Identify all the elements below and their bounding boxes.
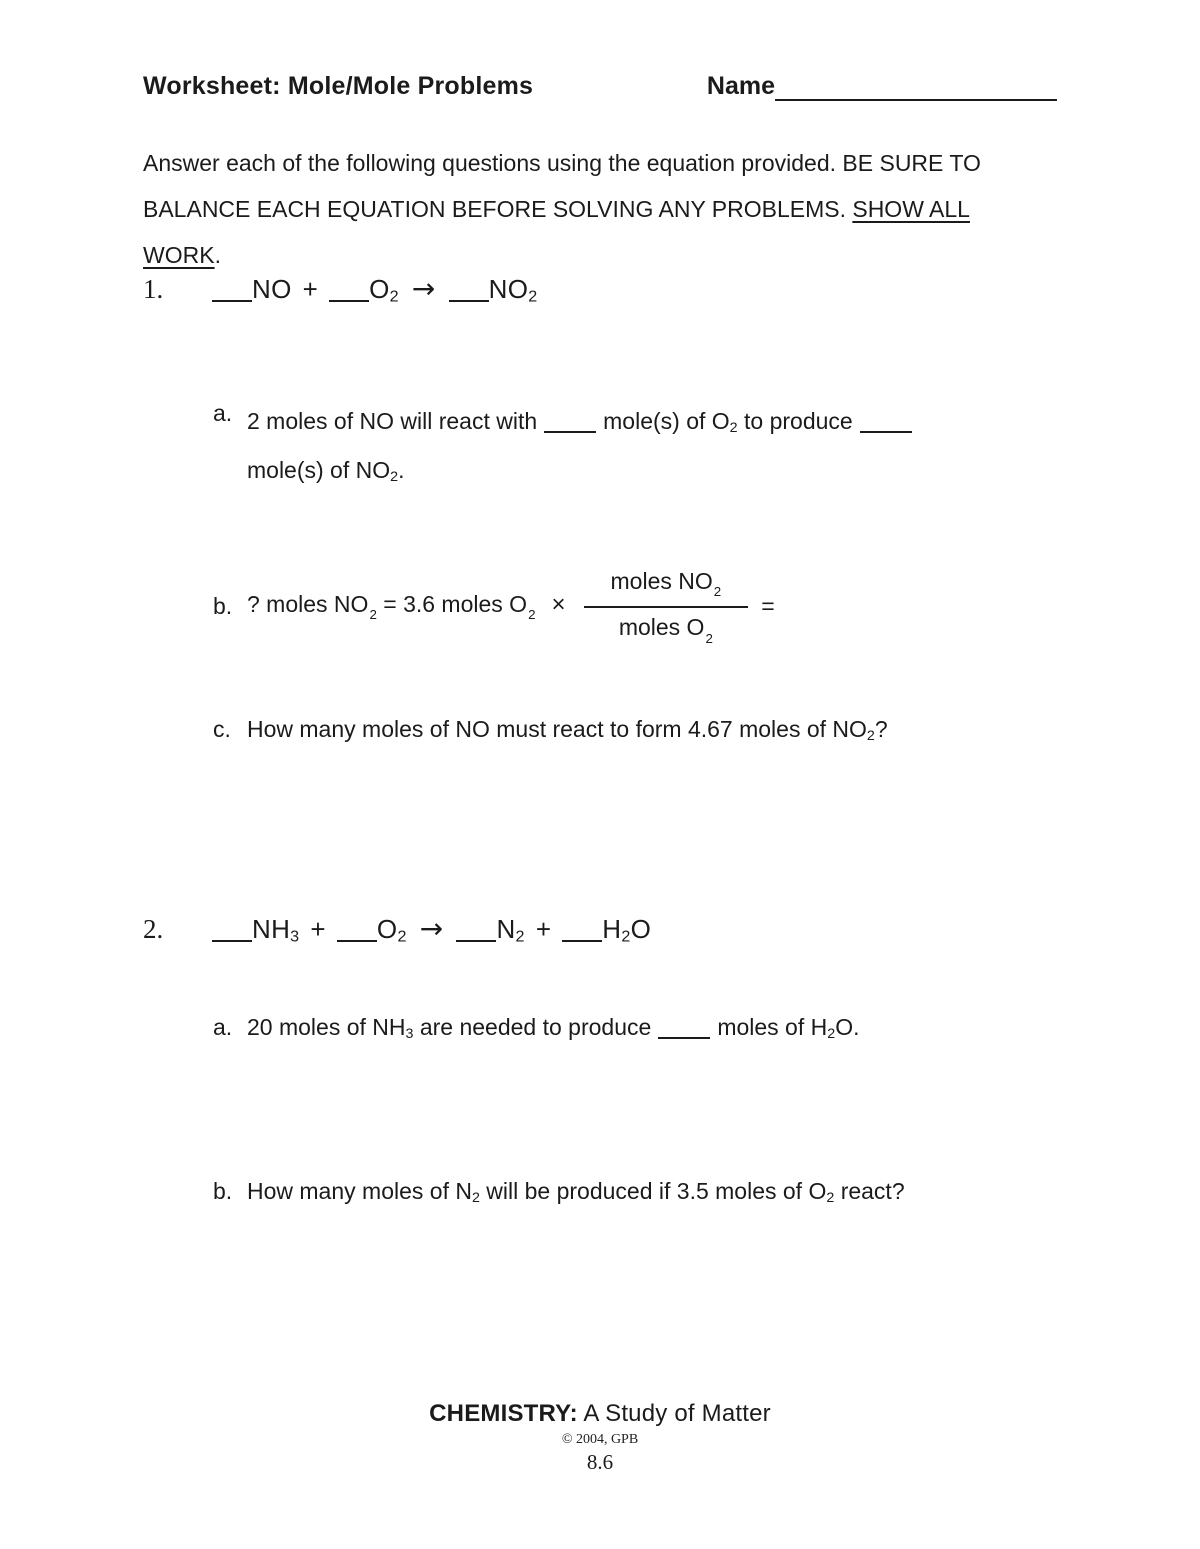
subscript: 2 — [826, 1190, 835, 1207]
subscript: 2 — [515, 927, 525, 946]
coefficient-blank — [337, 920, 377, 942]
formula-h2o: H — [602, 914, 622, 944]
reaction-arrow-icon: → — [419, 912, 444, 945]
item-label-a: a. — [213, 400, 233, 426]
text-segment: How many moles of N — [247, 1178, 472, 1204]
subscript: 2 — [369, 607, 377, 623]
equals-sign: = — [761, 593, 775, 620]
question-1a-text — [247, 400, 919, 498]
subscript: 3 — [405, 1026, 414, 1043]
item-label-b: b. — [213, 593, 233, 620]
formula-no: NO — [252, 274, 292, 304]
footer — [0, 1400, 1200, 1475]
instructions-underline-work: WORK — [143, 242, 215, 268]
answer-blank — [544, 413, 596, 433]
text-segment: 20 moles of NH — [247, 1014, 406, 1040]
question-1b — [213, 568, 775, 646]
item-label-a: a. — [213, 1014, 233, 1040]
subscript: 2 — [621, 927, 631, 946]
coefficient-blank — [329, 280, 369, 302]
item-label-b: b. — [213, 1178, 233, 1204]
series-title — [0, 1400, 1200, 1428]
formula-h2o-oxygen: O — [630, 914, 652, 944]
formula-nh3: NH — [252, 914, 291, 944]
answer-blank — [658, 1019, 710, 1039]
text-segment: to produce — [744, 408, 853, 434]
equation-1 — [212, 272, 538, 307]
question-2a — [213, 1014, 859, 1042]
name-field — [707, 72, 1057, 101]
question-1b-expression — [247, 591, 566, 622]
copyright-line: © 2004, GPB — [561, 1432, 639, 1447]
subscript: 2 — [528, 287, 538, 306]
instructions-line2: BALANCE EACH EQUATION BEFORE SOLVING ANY PROBLEMS. — [143, 196, 846, 222]
question-2b — [213, 1178, 905, 1206]
text-segment: are needed to produce — [419, 1014, 652, 1040]
subscript: 2 — [705, 630, 713, 646]
formula-n2: N — [496, 914, 516, 944]
text-segment: moles O — [618, 614, 705, 641]
text-segment: = 3.6 moles O — [383, 591, 528, 618]
coefficient-blank — [456, 920, 496, 942]
text-segment: react? — [840, 1178, 905, 1204]
page-number: 8.6 — [586, 1450, 614, 1474]
formula-o2: O — [376, 914, 398, 944]
subscript: 2 — [471, 1190, 480, 1207]
formula-no2: NO — [488, 274, 529, 304]
mole-ratio-fraction — [584, 568, 749, 646]
text-segment: . — [398, 457, 405, 484]
subscript: 2 — [713, 584, 722, 600]
subscript: 2 — [528, 607, 536, 623]
question-1a — [213, 400, 919, 498]
question-2-number: 2. — [143, 914, 164, 944]
question-1-equation — [143, 272, 538, 307]
subscript: 2 — [390, 469, 399, 486]
question-1c-text — [247, 716, 888, 744]
text-segment: How many moles of NO must react to form 4.67 moles of NO — [247, 716, 867, 742]
subscript: 2 — [397, 927, 407, 946]
subscript: 2 — [866, 728, 875, 745]
question-1-number: 1. — [143, 274, 164, 304]
instructions-period: . — [214, 242, 221, 268]
fraction-denominator — [619, 608, 713, 645]
plus-sign: + — [302, 274, 319, 304]
equation-2 — [212, 912, 651, 947]
text-segment: moles NO — [610, 568, 713, 594]
plus-sign: + — [310, 914, 326, 944]
text-segment: 2 moles of NO will react with — [247, 408, 538, 434]
header — [143, 72, 1057, 101]
question-2b-text — [247, 1178, 905, 1206]
instructions — [143, 140, 981, 278]
coefficient-blank — [449, 280, 489, 302]
subscript: 3 — [290, 927, 300, 946]
reaction-arrow-icon: → — [411, 272, 436, 305]
text-segment: moles of H — [717, 1014, 828, 1040]
plus-sign: + — [535, 914, 552, 944]
text-segment: mole(s) of NO — [247, 457, 391, 484]
instructions-underline-show-all: SHOW ALL — [852, 196, 970, 222]
text-segment: ? — [874, 716, 888, 742]
coefficient-blank — [562, 920, 602, 942]
subscript: 2 — [827, 1026, 836, 1043]
question-2a-text — [247, 1014, 859, 1042]
worksheet-title: Worksheet: Mole/Mole Problems — [143, 72, 534, 100]
subscript: 2 — [389, 287, 399, 306]
answer-blank — [860, 413, 912, 433]
item-label-c: c. — [213, 716, 231, 742]
text-segment: ? moles NO — [247, 591, 369, 618]
question-2-equation — [143, 912, 651, 947]
text-segment: O. — [835, 1014, 860, 1040]
multiplication-sign: × — [551, 591, 566, 619]
fraction-numerator — [584, 568, 749, 608]
series-title-rest: A Study of Matter — [577, 1400, 771, 1427]
instructions-line1: Answer each of the following questions using the equation provided. BE SURE TO — [143, 150, 981, 176]
text-segment: will be produced if 3.5 moles of O — [486, 1178, 827, 1204]
subscript: 2 — [729, 420, 738, 437]
coefficient-blank — [212, 280, 252, 302]
name-label: Name — [706, 72, 775, 100]
question-1c — [213, 716, 888, 744]
name-blank-line — [775, 85, 1057, 101]
coefficient-blank — [212, 920, 252, 942]
series-title-bold: CHEMISTRY: — [429, 1400, 578, 1427]
text-segment: mole(s) of O — [603, 408, 730, 434]
formula-o2: O — [369, 274, 390, 304]
